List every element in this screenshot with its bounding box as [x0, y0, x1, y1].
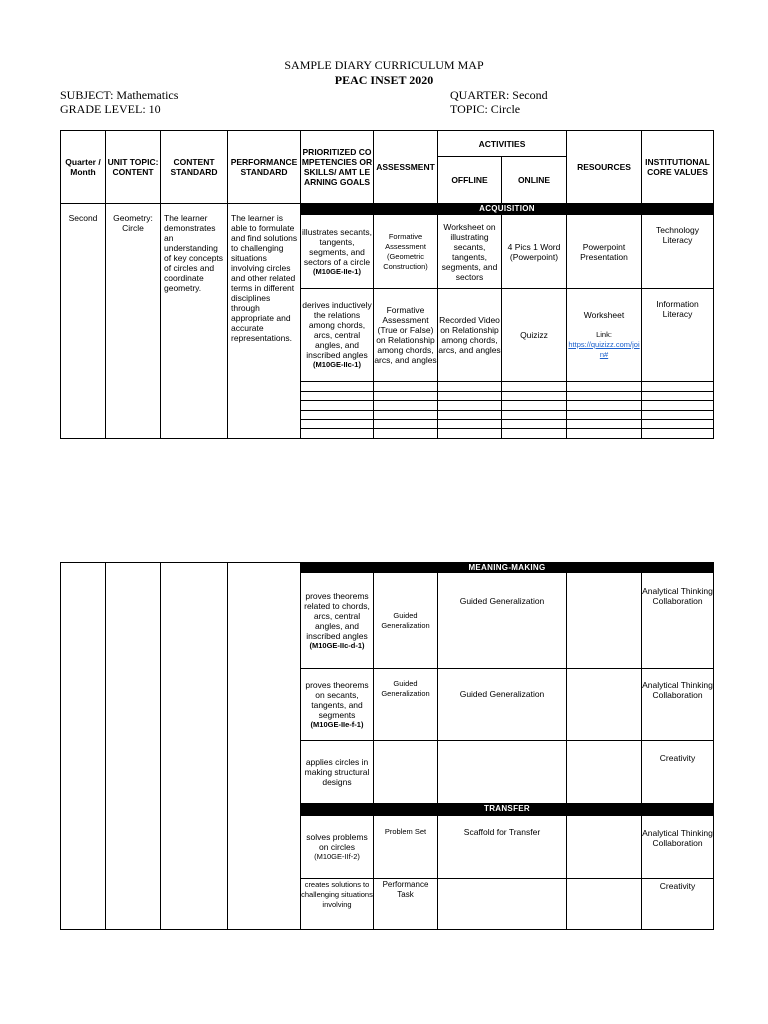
resource-link-label: Link:	[596, 330, 612, 339]
acq-values-1: Technology Literacy	[655, 225, 699, 245]
tr-values-2: Creativity	[659, 881, 696, 891]
tr-activity-1: Scaffold for Transfer	[463, 827, 541, 837]
acq-resources-1: Powerpoint Presentation	[580, 241, 628, 262]
resource-link[interactable]: https://quizizz.com/join#	[568, 340, 640, 359]
competency-text: illustrates secants, tangents, segments, and sectors of a circle	[302, 226, 372, 267]
competency-code: (M10GE-IIf-2)	[314, 852, 360, 861]
header-offline: OFFLINE	[451, 175, 488, 185]
header-online: ONLINE	[517, 175, 551, 185]
competency-code: (M10GE-IIc-1)	[313, 360, 361, 369]
tr-assessment-2: Performance Task	[382, 880, 429, 899]
mm-assessment-1: Guided Generalization	[381, 610, 430, 630]
acq-competency-2	[301, 289, 373, 381]
tr-values-1: Analytical Thinking Collaboration	[642, 828, 713, 848]
acq-online-1: 4 Pics 1 Word (Powerpoint)	[507, 241, 561, 262]
header-quarter: Quarter / Month	[65, 157, 101, 177]
header-unit: UNIT TOPIC: CONTENT	[107, 157, 159, 177]
phase-meaning-making: MEANING-MAKING	[300, 562, 714, 573]
competency-code: (M10GE-IIc-d-1)	[309, 640, 365, 650]
acq-offline-1: Worksheet on illustrating secants, tangents, segments, and sectors	[441, 221, 498, 282]
header-performance-standard: PERFORMANCE STANDARD	[230, 157, 298, 177]
header-core-values: INSTITUTIONAL CORE VALUES	[645, 157, 710, 177]
subject-label: SUBJECT: Mathematics	[60, 88, 179, 102]
phase-acquisition: ACQUISITION	[300, 203, 714, 215]
competency-text: solves problems on circles	[306, 832, 368, 852]
tr-assessment-1: Problem Set	[384, 827, 427, 836]
performance-standard-value: The learner is able to formulate and find solutions to challenging situations involving circles and other related terms in different disciplines through appropriate and accurate representations.	[231, 213, 298, 343]
acq-resources-2	[567, 289, 641, 381]
mm-activity-1: Guided Generalization	[459, 596, 545, 606]
doc-title: SAMPLE DIARY CURRICULUM MAP	[284, 58, 484, 72]
mm-values-3: Creativity	[659, 753, 696, 763]
doc-subtitle: PEAC INSET 2020	[334, 73, 434, 87]
competency-code: (M10GE-IIe-1)	[313, 266, 361, 276]
mm-assessment-2: Guided Generalization	[381, 679, 430, 698]
grade-label: GRADE LEVEL: 10	[60, 102, 161, 116]
mm-values-2: Analytical Thinking Collaboration	[642, 680, 713, 700]
mm-activity-2: Guided Generalization	[459, 689, 545, 699]
header-assessment: ASSESSMENT	[376, 162, 435, 172]
competency-text: derives inductively the relations among chords, arcs, central angles, and inscribed angles	[302, 300, 372, 360]
header-content-standard: CONTENT STANDARD	[170, 157, 218, 177]
acq-assessment-2: Formative Assessment (True or False) on Relationship among chords, arcs, and angles	[374, 305, 437, 365]
unit-value: Geometry: Circle	[113, 213, 153, 233]
tr-competency-1	[301, 816, 373, 878]
resource-text: Worksheet	[583, 310, 625, 320]
quarter-value: Second	[68, 213, 98, 223]
quarter-label: QUARTER: Second	[450, 88, 548, 102]
mm-values-1: Analytical Thinking Collaboration	[642, 586, 713, 606]
acq-assessment-1: Formative Assessment (Geometric Construction)	[383, 231, 428, 271]
competency-text: proves theorems on secants, tangents, and segments	[305, 679, 369, 720]
content-standard-value: The learner demonstrates an understanding of key concepts of circles and coordinate geometry.	[164, 213, 224, 293]
topic-label: TOPIC: Circle	[450, 102, 521, 116]
acq-values-2: Information Literacy	[656, 299, 699, 319]
phase-transfer: TRANSFER	[300, 803, 714, 815]
acq-competency-1	[301, 215, 373, 288]
header-competencies: PRIORITIZED COMPETENCIES OR SKILLS/ AMT LEARNING GOALS	[301, 147, 373, 187]
competency-code: (M10GE-IIe-f-1)	[310, 719, 364, 729]
mm-competency-3: applies circles in making structural designs	[304, 757, 370, 787]
mm-competency-2	[301, 669, 373, 740]
header-activities: ACTIVITIES	[478, 138, 526, 149]
tr-competency-2: creates solutions to challenging situations involving	[301, 880, 373, 909]
acq-online-2: Quizizz	[520, 330, 548, 340]
mm-competency-1	[301, 573, 373, 668]
header-resources: RESOURCES	[577, 162, 631, 172]
acq-offline-2: Recorded Video on Relationship among chords, arcs, and angles	[438, 315, 501, 355]
competency-text: proves theorems related to chords, arcs, central angles, and inscribed angles	[304, 590, 370, 641]
